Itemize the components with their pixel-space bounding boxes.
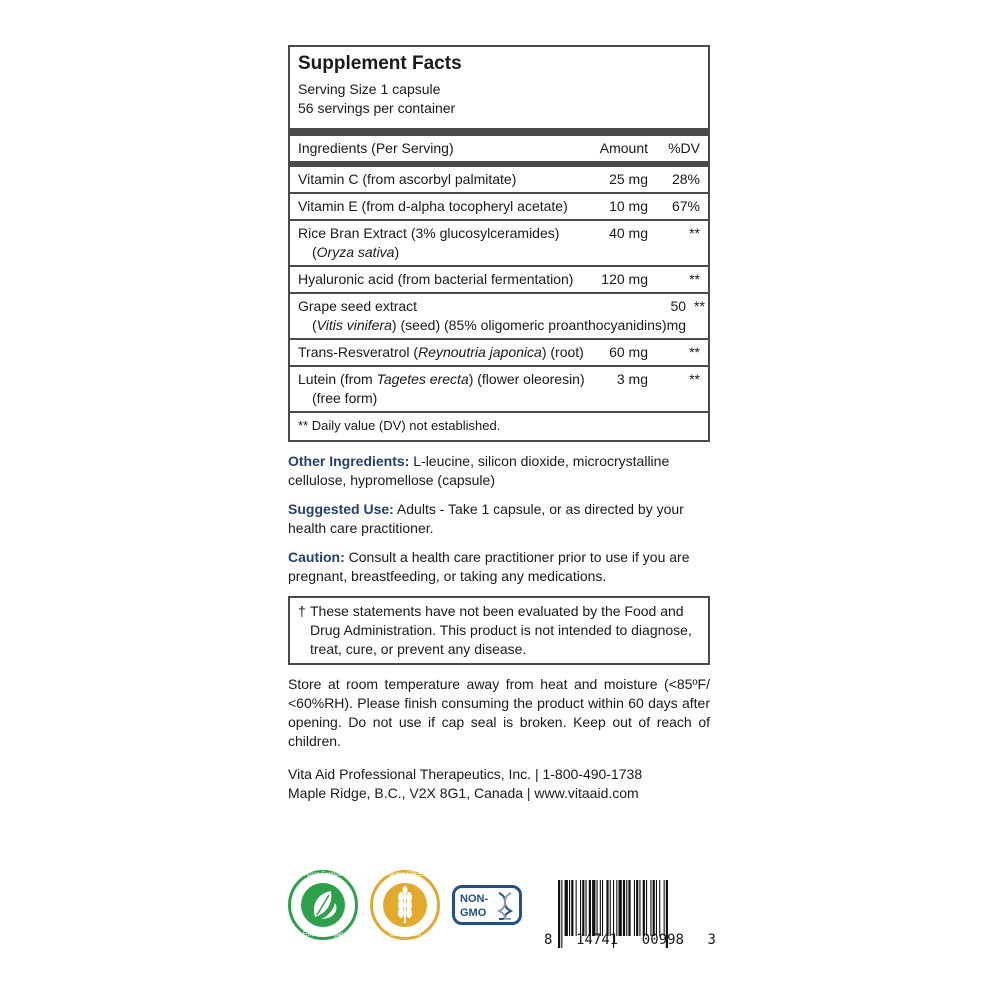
gluten-free-top-text: Gluten FREE: [387, 872, 423, 878]
barcode-bar: [576, 880, 577, 936]
dna-icon: [495, 891, 515, 921]
barcode-bar: [664, 880, 665, 936]
servings-per-container: 56 servings per container: [298, 100, 456, 116]
ingredient-dv: **: [689, 225, 700, 241]
dagger-symbol: †: [298, 603, 306, 619]
facts-header: [290, 47, 708, 122]
serving-size: Serving Size 1 capsule: [298, 81, 441, 97]
barcode-bar: [606, 880, 608, 936]
latin-name: Vitis vinifera: [316, 317, 392, 333]
ingredient-sub-rest: ) (seed) (85% oligomeric proanthocyanidins): [391, 317, 667, 333]
barcode-bar: [650, 880, 651, 936]
suggested-use-label: Suggested Use:: [288, 501, 394, 517]
non-gmo-line2: GMO: [460, 907, 487, 919]
ingredient-amount: 3 mg: [616, 371, 648, 387]
ingredient-name-post: ) (root): [541, 344, 584, 360]
non-gmo-badge: [452, 885, 522, 925]
ingredient-name-post: ) (flower oleoresin): [468, 371, 585, 387]
certification-badges: [288, 870, 522, 940]
table-row: [290, 340, 708, 367]
ingredient-dv: **: [689, 271, 700, 287]
table-row: [290, 294, 708, 340]
barcode-bar: [619, 880, 622, 936]
barcode-bar: [616, 880, 617, 936]
barcode-bar: [659, 880, 660, 936]
table-header-row: [290, 136, 708, 167]
ingredient-sub-line: (Vitis vinifera) (seed) (85% oligomeric proanthocyanidins): [312, 317, 667, 333]
header-amount: Amount: [599, 140, 648, 156]
company-line-2: Maple Ridge, B.C., V2X 8G1, Canada | www.vitaaid.com: [288, 785, 639, 801]
barcode-number: [544, 932, 716, 948]
barcode-bar: [602, 880, 603, 936]
supplement-facts-panel: [288, 45, 710, 442]
table-row: [290, 367, 708, 413]
vegan-badge: [288, 870, 358, 940]
barcode-bar: [656, 880, 657, 936]
barcode-bar: [636, 880, 638, 936]
barcode-bar: [582, 880, 584, 936]
barcode-bar: [628, 880, 630, 936]
ingredient-name-cell: [290, 221, 588, 265]
ingredient-name-pre: Lutein (from: [298, 371, 377, 387]
table-row: [290, 221, 708, 267]
ingredient-dv: 28%: [671, 171, 700, 187]
barcode-bar: [634, 880, 635, 936]
ingredient-dv: **: [689, 371, 700, 387]
gluten-free-badge: [370, 870, 440, 940]
ingredient-dv: 67%: [671, 198, 700, 214]
barcode-bar: [569, 880, 570, 936]
caution-text: Consult a health care practitioner prior to use if you are pregnant, breastfeeding, or taking any medications.: [288, 549, 690, 584]
barcode-bar: [586, 880, 587, 936]
disclaimer-line1: [298, 602, 700, 621]
barcode-bar: [592, 880, 595, 936]
barcode-bar: [646, 880, 647, 936]
barcode-bar: [580, 880, 581, 936]
supplement-label: [288, 45, 710, 803]
barcode-digit-group: 14741: [576, 932, 619, 948]
suggested-use-text: Adults - Take 1 capsule, or as directed by your health care practitioner.: [288, 501, 684, 536]
barcode-bar: [571, 880, 573, 936]
suggested-use: [288, 500, 710, 538]
ingredient-latin-name: (Oryza sativa): [312, 244, 400, 260]
ingredient-amount: 50 mg: [666, 298, 687, 333]
latin-name: Oryza sativa: [316, 244, 395, 260]
table-row: [290, 167, 708, 194]
barcode-bar: [565, 880, 568, 936]
barcode-bar: [610, 880, 611, 936]
ingredient-amount: 40 mg: [609, 225, 648, 241]
barcode-digit-group: 3: [707, 932, 716, 948]
dv-footnote: ** Daily value (DV) not established.: [298, 418, 501, 433]
ingredient-sub-line: (free form): [312, 390, 378, 406]
barcode-bar: [643, 880, 645, 936]
ingredient-amount: 60 mg: [609, 344, 648, 360]
caution: [288, 548, 710, 586]
fda-disclaimer-box: [288, 596, 710, 665]
ingredient-name-cell: [290, 294, 667, 338]
ingredient-name: Hyaluronic acid (from bacterial fermentation): [298, 271, 574, 287]
ingredient-name: Vitamin C (from ascorbyl palmitate): [298, 171, 517, 187]
barcode-bar: [623, 880, 625, 936]
company-info: [288, 765, 710, 803]
other-ingredients: [288, 452, 710, 490]
non-gmo-line1: NON-: [460, 893, 489, 905]
ingredient-name-cell: [290, 340, 588, 365]
ingredient-amount: 10 mg: [609, 198, 648, 214]
barcode-bar: [600, 880, 601, 936]
ingredient-name: Rice Bran Extract (3% glucosylceramides): [298, 225, 560, 241]
disclaimer-rest: Drug Administration. This product is not intended to diagnose, treat, cure, or prevent any disease.: [310, 622, 692, 657]
ingredient-name: Grape seed extract: [298, 298, 418, 314]
other-ingredients-text: L-leucine, silicon dioxide, microcrystalline cellulose, hypromellose (capsule): [288, 453, 670, 488]
barcode-digit-group: 00998: [641, 932, 684, 948]
barcode-digit-group: 8: [544, 932, 553, 948]
ingredient-name-pre: Trans-Resveratrol (: [298, 344, 419, 360]
caution-label: Caution:: [288, 549, 345, 565]
ingredient-dv: **: [689, 344, 700, 360]
thick-divider: [290, 128, 708, 136]
barcode-bar: [639, 880, 640, 936]
gluten-free-bottom-text: Sans gluten: [389, 932, 421, 938]
vegan-bottom-text: Formulé Végan: [302, 932, 344, 938]
facts-title: Supplement Facts: [298, 53, 462, 74]
leaf-icon: [291, 873, 355, 937]
ingredient-dv: **: [694, 298, 705, 314]
ingredient-amount: 120 mg: [601, 271, 648, 287]
latin-name: Reynoutria japonica: [418, 344, 542, 360]
header-dv: %DV: [668, 140, 700, 156]
disclaimer-first: These statements have not been evaluated by the Food and: [310, 603, 684, 619]
header-ingredients: Ingredients (Per Serving): [298, 140, 454, 156]
barcode-bar: [589, 880, 591, 936]
table-row: [290, 267, 708, 294]
barcode-bar: [626, 880, 627, 936]
table-row: [290, 194, 708, 221]
ingredient-name: Vitamin E (from d-alpha tocopheryl acetate): [298, 198, 568, 214]
vegan-top-text: Vegan Formula: [302, 872, 344, 878]
storage-instructions: Store at room temperature away from heat and moisture (<85ºF/ <60%RH). Please finish consuming the product within 60 days after opening. Do not use if cap seal is broken. Keep out of reach of children.: [288, 676, 710, 749]
ingredient-amount: 25 mg: [609, 171, 648, 187]
ingredient-name-cell: [290, 367, 588, 411]
other-ingredients-label: Other Ingredients:: [288, 453, 410, 469]
wheat-icon: [373, 873, 437, 937]
company-line-1: Vita Aid Professional Therapeutics, Inc. | 1-800-490-1738: [288, 766, 643, 782]
barcode-bar: [597, 880, 598, 936]
latin-name: Tagetes erecta: [376, 371, 469, 387]
barcode-bar: [653, 880, 655, 936]
